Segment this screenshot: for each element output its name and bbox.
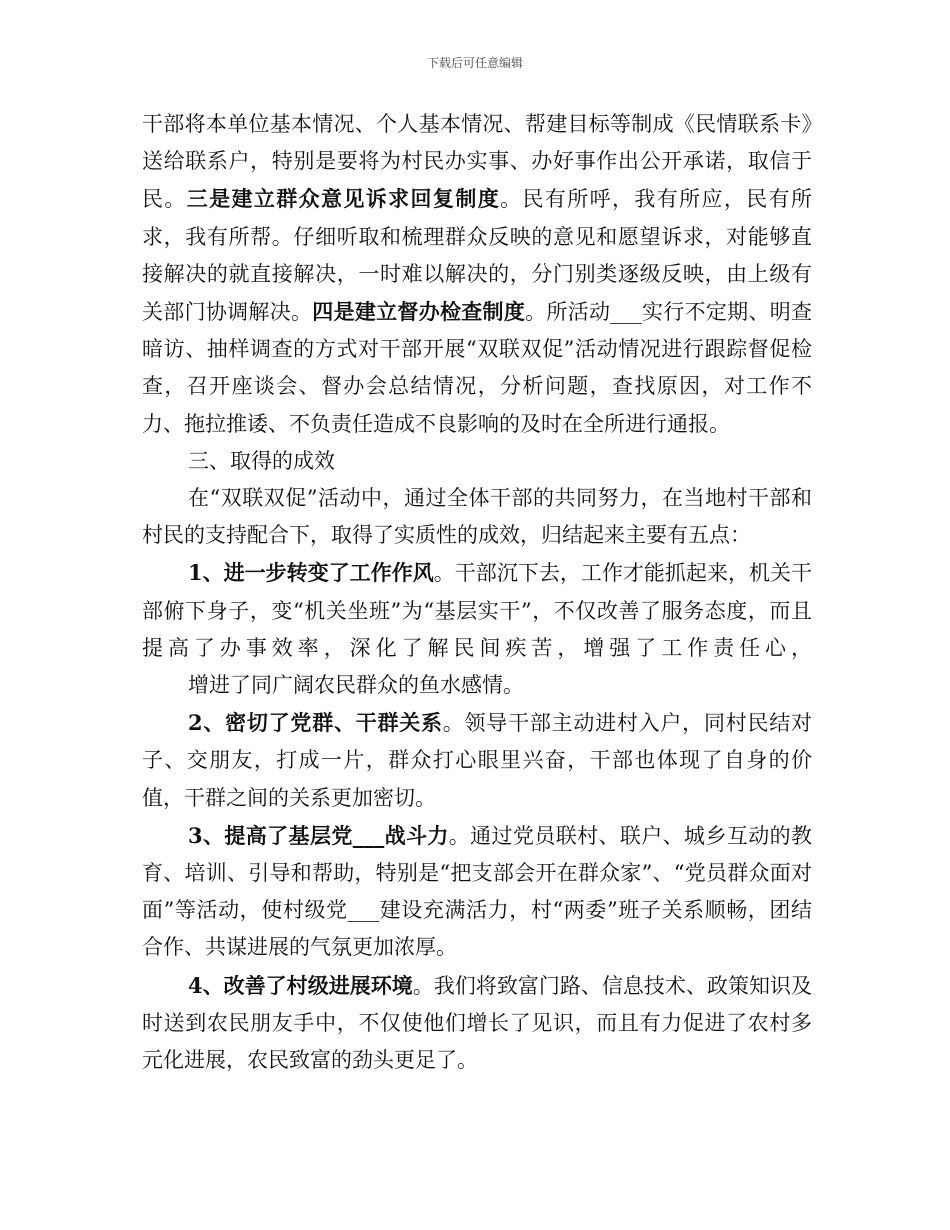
paragraph-systems [142,106,812,443]
list-item-1-continuation: 增进了同广阔农民群众的鱼水感情。 [188,673,524,698]
item-title: 1、进一步转变了工作作风 [188,560,434,586]
list-item-4 [142,967,812,1080]
list-item-3 [142,817,812,967]
item-title: 2、密切了党群、干群关系 [188,710,443,736]
bold-phrase: 四是建立督办检查制度 [312,299,526,325]
paragraph-text: 干部将本单位基本情况、个人基本情况、帮建目标等制成《民情联系卡》送给联系户，特别是要将为村民办实事、办好事作出公开承诺，取信于民。 [142,112,812,212]
document-body [142,106,812,1079]
list-item-1 [142,554,812,667]
item-title: 4、改善了村级进展环境 [188,972,413,998]
item-text: 。领导干部主动进村入户，同村民结对子、交朋友，打成一片，群众打心眼里兴奋，干部也体现了自身的价值，干群之间的关系更加密切。 [142,711,812,810]
list-item-2 [142,704,812,817]
section-heading: 三、取得的成效 [188,448,335,473]
item-text: 。我们将致富门路、信息技术、政策知识及时送到农民朋友手中，不仅使他们增长了见识，而且有力促进了农村多元化进展，农民致富的劲头更足了。 [142,973,812,1073]
item-title: 3、提高了基层党___战斗力 [188,822,449,848]
item-text: 。通过党员联村、联户、城乡互动的教育、培训、引导和帮助，特别是“把支部会开在群众家”、“党员群众面对面”等活动，使村级党___建设充满活力，村“两委”班子关系顺畅，团结合作、共谋进展的气氛更加浓厚。 [142,823,812,960]
bold-phrase: 三是建立群众意见诉求回复制度 [186,186,501,212]
page-header: 下载后可任意编辑 [426,56,523,70]
intro-paragraph: 在“双联双促”活动中，通过全体干部的共同努力，在当地村干部和村民的支持配合下，取得了实质性的成效，归结起来主要有五点： [142,486,812,548]
item-text: 。干部沉下去，工作才能抓起来，机关干部俯下身子，变“机关坐班”为“基层实干”，不仅改善了服务态度，而且提高了办事效率，深化了解民间疾苦，增强了工作责任心， [142,561,812,660]
paragraph-text: 。所活动___实行不定期、明查暗访、抽样调查的方式对干部开展“双联双促”活动情况进行跟踪督促检查，召开座谈会、督办会总结情况，分析问题，查找原因，对工作不力、拖拉推诿、不负责任造成不良影响的及时在全所进行通报。 [142,300,813,436]
paragraph-text: 。民有所呼，我有所应，民有所求，我有所帮。仔细听取和梳理群众反映的意见和愿望诉求，对能够直接解决的就直接解决，一时难以解决的，分门别类逐级反映，由上级有关部门协调解决。 [142,187,813,325]
